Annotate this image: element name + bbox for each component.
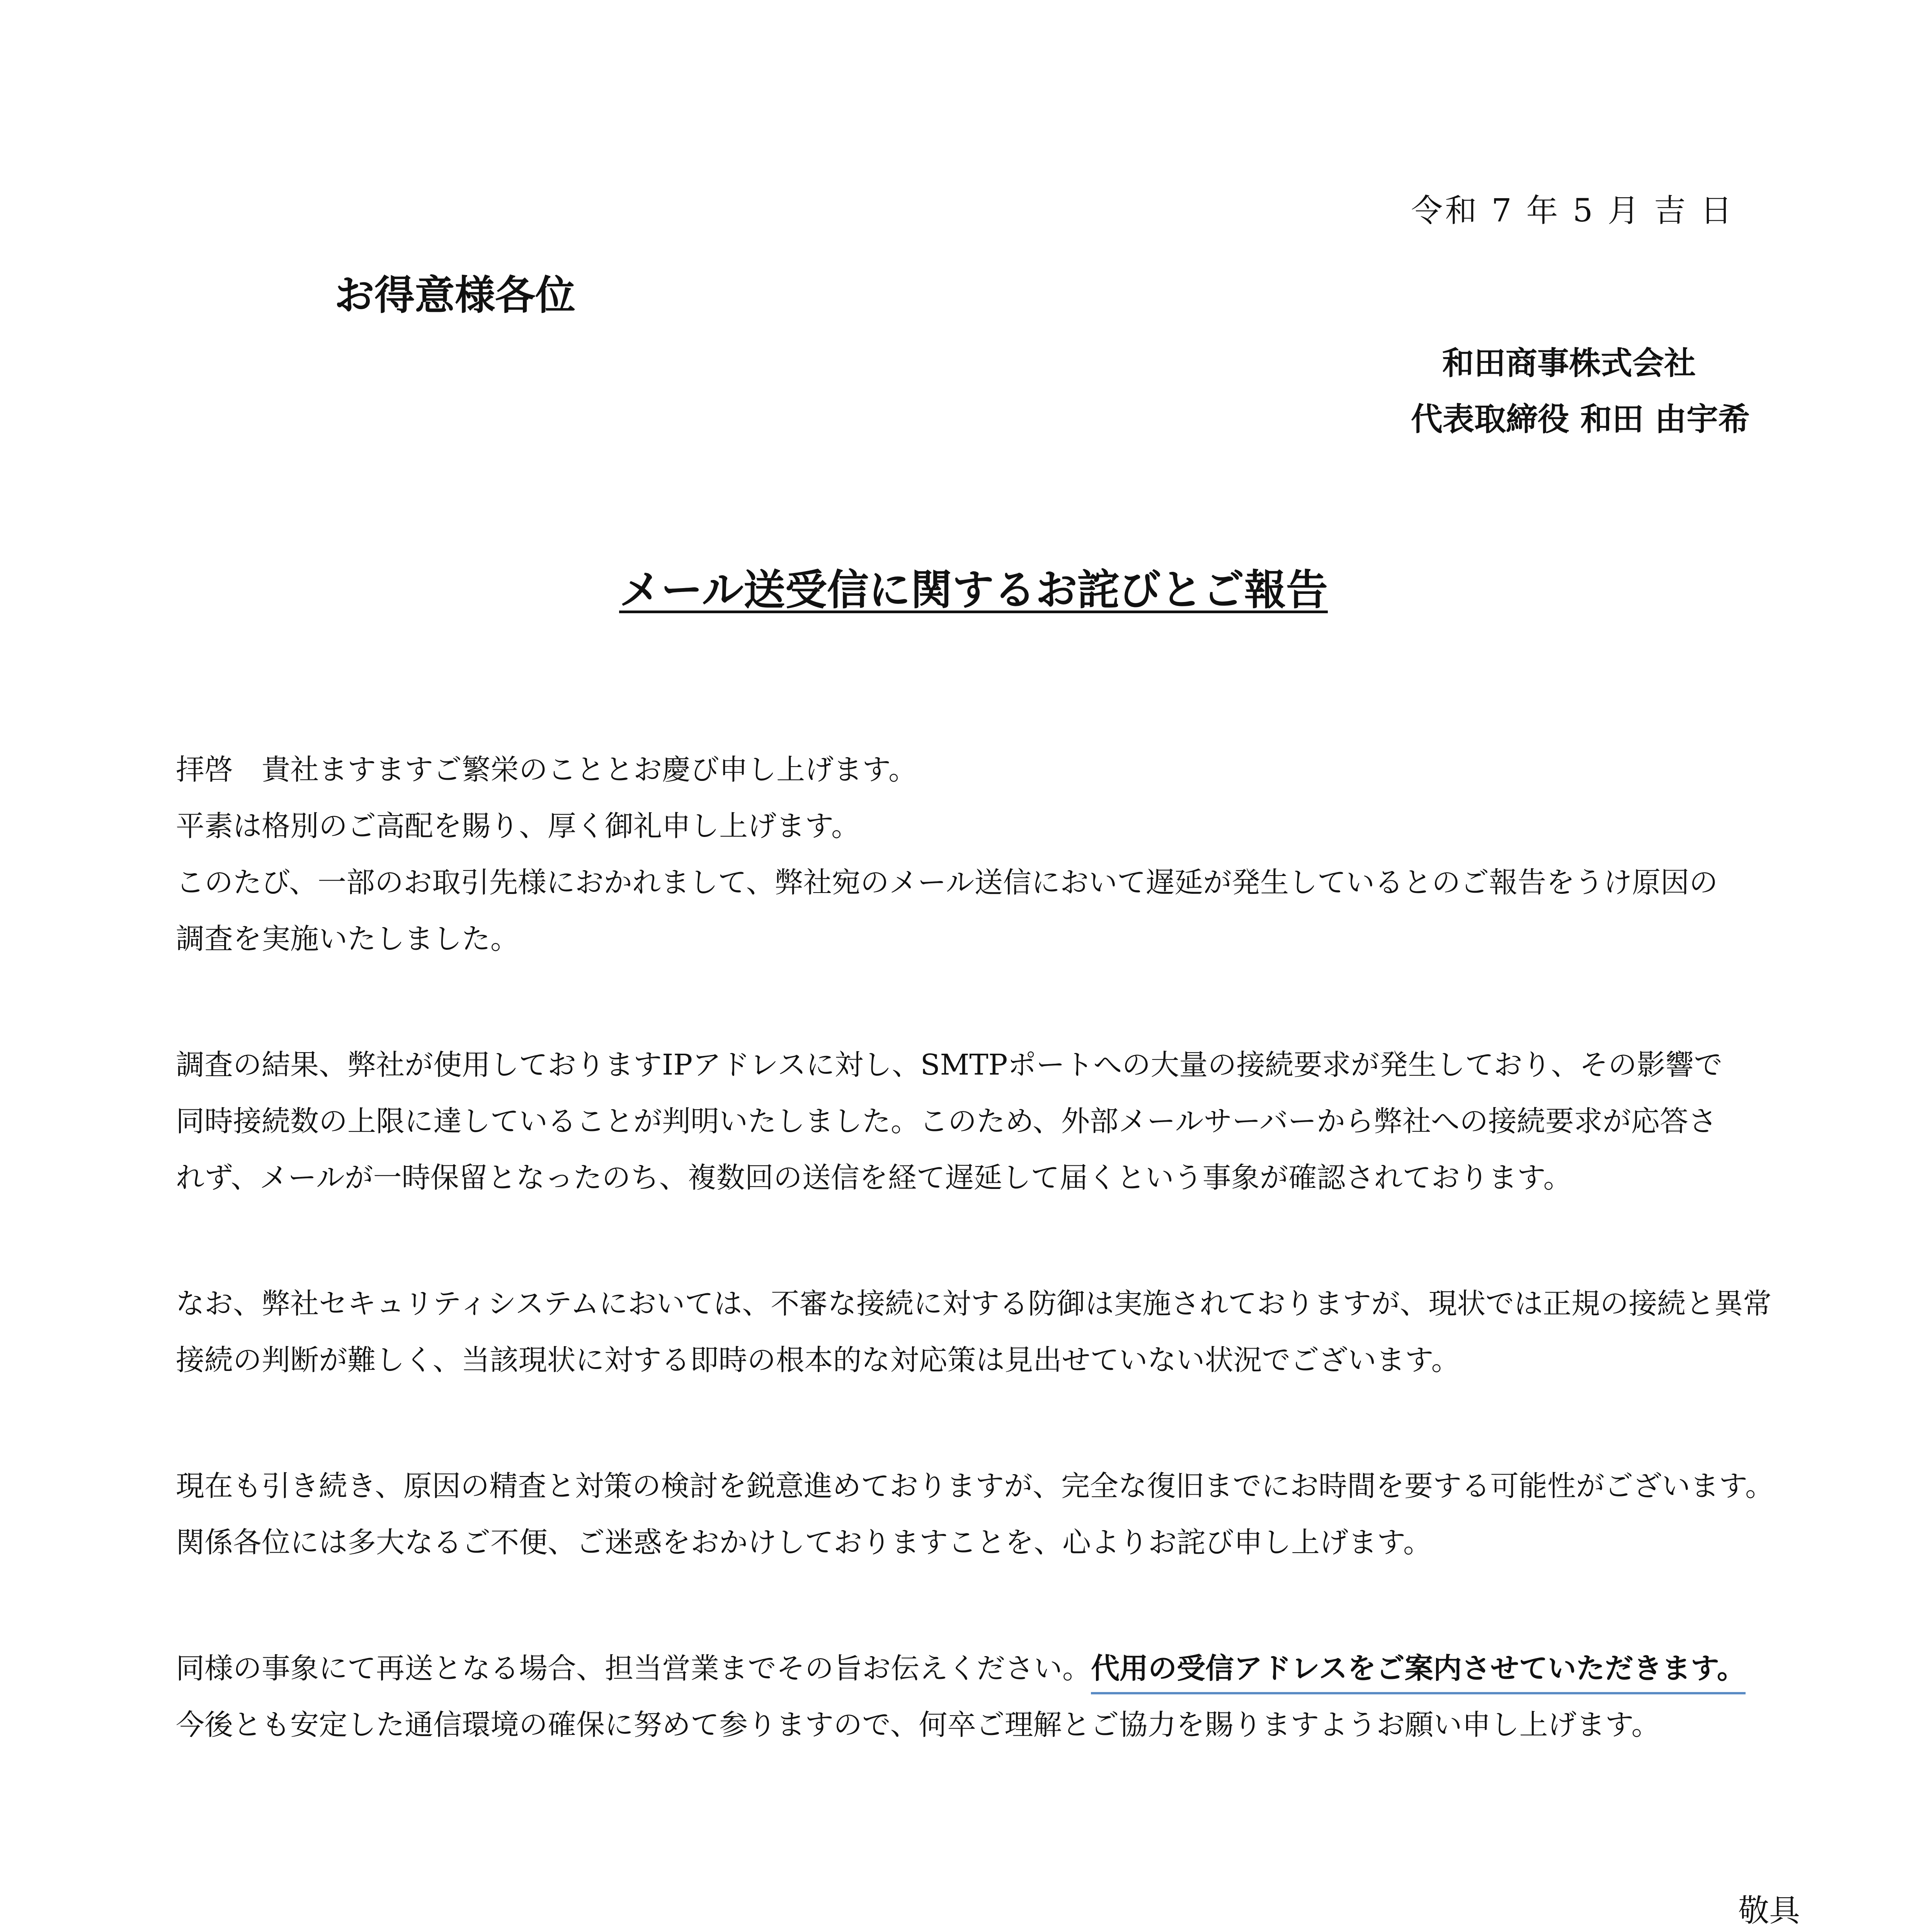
letter-date: 令和 7 年 5 月 吉 日 [1411,192,1734,229]
body-line: 今後とも安定した通信環境の確保に努めて参りますので、何卒ご理解とご協力を賜りますようお願い申し上げます。 [176,1708,1660,1742]
body-line: 関係各位には多大なるご不便、ご迷惑をおかけしておりますことを、心よりお詫び申し上げます。 [176,1526,1432,1559]
recipient-heading: お得意様各位 [334,272,576,319]
body-line: このたび、一部のお取引先様におかれまして、弊社宛のメール送信において遅延が発生しているとのご報告をうけ原因の [176,866,1718,899]
body-text: 同様の事象にて再送となる場合、担当営業までその旨お伝えください。 [176,1652,1091,1685]
letter-title-wrapper [0,556,1916,616]
body-line: 同時接続数の上限に達していることが判明いたしました。このため、外部メールサーバーから弊社への接続要求が応答さ [176,1105,1717,1138]
paragraph-gap [176,1402,1799,1472]
body-line-with-highlight [176,1654,1799,1711]
body-line: 現在も引き続き、原因の精査と対策の検討を鋭意進めておりますが、完全な復旧までにお時間を要する可能性がございます。 [176,1469,1774,1503]
paragraph-gap [176,1585,1799,1654]
paragraph-gap [176,1220,1799,1289]
letter-body [176,755,1799,1767]
highlighted-notice: 代用の受信アドレスをご案内させていただきます。 [1091,1652,1746,1694]
paragraph-gap [176,981,1799,1051]
body-line: なお、弊社セキュリティシステムにおいては、不審な接続に対する防御は実施されておりますが、現状では正規の接続と異常 [176,1287,1772,1320]
sender-company: 和田商事株式会社 [1442,345,1696,382]
body-line: 接続の判断が難しく、当該現状に対する即時の根本的な対応策は見出せていない状況でございます。 [176,1344,1460,1377]
body-line: れず、メールが一時保留となったのち、複数回の送信を経て遅延して届くという事象が確認されております。 [176,1161,1572,1194]
paragraph-greeting [176,755,1799,981]
body-line: 拝啓 貴社ますますご繁栄のこととお慶び申し上げます。 [176,753,917,786]
paragraph-request [176,1654,1799,1767]
sender-representative: 代表取締役 和田 由宇希 [1411,401,1750,438]
paragraph-investigation [176,1048,1799,1220]
letter-title: メール送受信に関するお詫びとご報告 [619,566,1328,614]
closing-word: 敬具 [1738,1893,1800,1929]
paragraph-security [176,1289,1799,1402]
body-line: 調査の結果、弊社が使用しておりますIPアドレスに対し、SMTPポートへの大量の接続要求が発生しており、その影響で [176,1048,1723,1082]
body-line: 平素は格別のご高配を賜り、厚く御礼申し上げます。 [176,810,860,843]
body-line: 調査を実施いたしました。 [176,922,519,956]
paragraph-apology [176,1469,1799,1585]
